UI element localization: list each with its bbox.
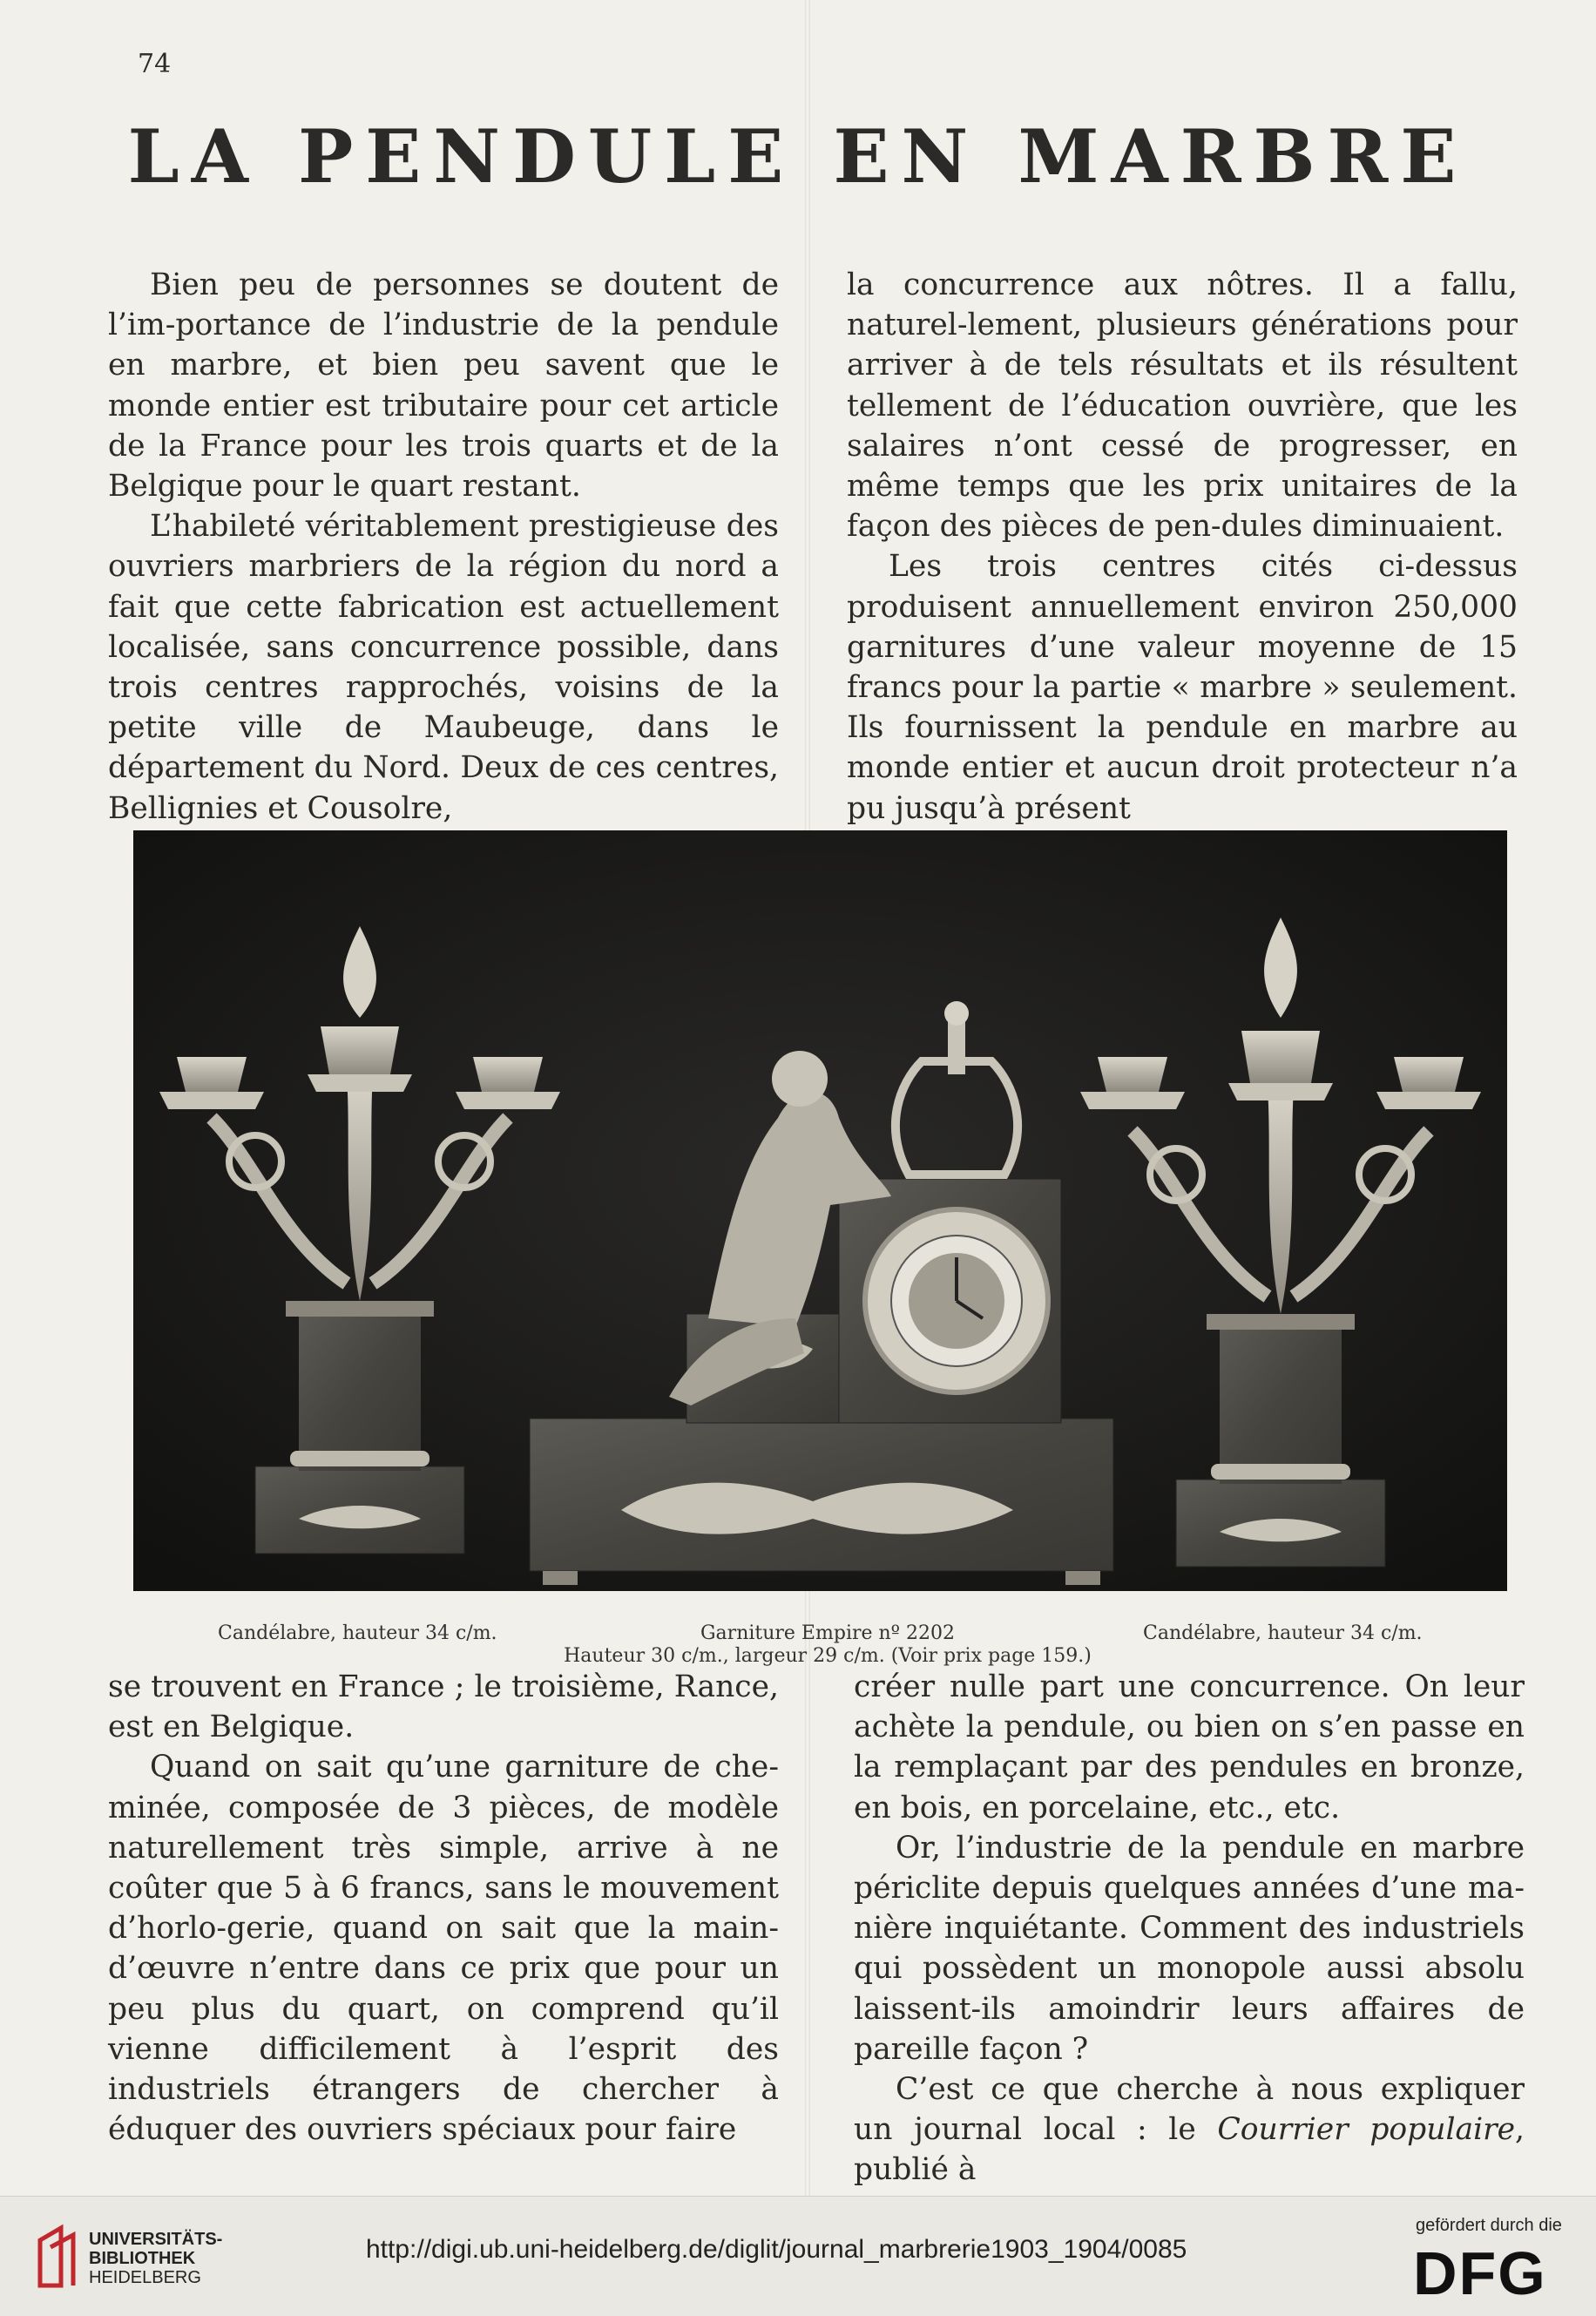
text-run: , publié à bbox=[854, 2112, 1525, 2188]
permalink-url[interactable]: http://digi.ub.uni-heidelberg.de/diglit/journal_marbrerie1903_1904/0085 bbox=[366, 2235, 1187, 2264]
caption-left-candelabra: Candélabre, hauteur 34 c/m. bbox=[218, 1622, 497, 1644]
paragraph: Or, l’industrie de la pendule en marbre périclite depuis quelques années d’une ma-nière inquiétante. Comment des industriels qui possèdent un monopole aussi absolu laissent-ils amoindrir leurs affaires de pareille façon ? bbox=[854, 1830, 1525, 2067]
library-name-line: HEIDELBERG bbox=[89, 2268, 201, 2287]
caption-right-candelabra: Candélabre, hauteur 34 c/m. bbox=[1143, 1622, 1423, 1644]
library-name-line: BIBLIOTHEK bbox=[89, 2249, 196, 2268]
paragraph: Les trois centres cités ci-dessus produisent annuellement environ 250,000 garnitures d’une valeur moyenne de 15 francs pour la partie « marbre » seulement. Ils fournissent la pendule en marbre au monde entier et aucun droit protecteur n’a pu jusqu’à présent bbox=[847, 549, 1518, 826]
funded-by-label: gefördert durch die bbox=[1416, 2216, 1562, 2235]
paragraph: Quand on sait qu’une garniture de che-minée, composée de 3 pièces, de modèle naturellement très simple, arrive à ne coûter que 5 à 6 francs, sans le mouvement d’horlo-gerie, quand on sait que la main-d’œuvre n’entre dans ce prix que pour un peu plus du quart, on comprend qu’il vienne difficilement à l’esprit des industriels étrangers de chercher à éduquer des ouvriers spéciaux pour faire bbox=[108, 1750, 779, 2148]
text-column-top-left bbox=[108, 265, 779, 829]
paragraph: Bien peu de personnes se doutent de l’im-portance de l’industrie de la pendule en marbre, et bien peu savent que le monde entier est tributaire pour cet article de la France pour les trois quarts et de la Belgique pour le quart restant. bbox=[108, 267, 779, 505]
text-column-top-right bbox=[847, 265, 1518, 829]
caption-garniture-title: Garniture Empire nº 2202 bbox=[700, 1622, 955, 1644]
paragraph: L’habileté véritablement prestigieuse des ouvriers marbriers de la région du nord a fait que cette fabrication est actuellement localisée, sans concurrence possible, dans trois centres rapprochés, voisins de la petite ville de Maubeuge, dans le département du Nord. Deux de ces centres, Bellignies et Cousolre, bbox=[108, 509, 779, 826]
newspaper-title: Courrier populaire bbox=[1217, 2112, 1516, 2148]
paragraph: la concurrence aux nôtres. Il a fallu, naturel-lement, plusieurs générations pour arriver à de tels résultats et ils résultent tellement de l’éducation ouvrière, que les salaires n’ont cessé de progresser, en même temps que les prix unitaires de la façon des pièces de pen-dules diminuaient. bbox=[847, 267, 1518, 545]
paragraph: se trouvent en France ; le troisième, Rance, est en Belgique. bbox=[108, 1669, 779, 1745]
paragraph: créer nulle part une concurrence. On leur achète la pendule, ou bien on s’en passe en la remplaçant par des pendules en bronze, en bois, en porcelaine, etc., etc. bbox=[854, 1669, 1525, 1825]
garniture-illustration bbox=[133, 830, 1507, 1591]
digitization-footer bbox=[0, 2196, 1596, 2316]
page-number: 74 bbox=[138, 49, 172, 79]
dfg-logo: DFG bbox=[1413, 2239, 1547, 2307]
clock-garniture-photo bbox=[133, 830, 1507, 1591]
library-name-line: UNIVERSITÄTS- bbox=[89, 2230, 223, 2249]
caption-garniture-dimensions: Hauteur 30 c/m., largeur 29 c/m. (Voir prix page 159.) bbox=[564, 1645, 1092, 1667]
article-title: LA PENDULE EN MARBRE bbox=[127, 113, 1469, 200]
paragraph bbox=[854, 2069, 1525, 2191]
text-run: C’est ce que cherche à nous expliquer un journal local : le bbox=[854, 2072, 1525, 2148]
library-name bbox=[89, 2230, 222, 2287]
text-column-bottom-right bbox=[854, 1667, 1525, 2191]
university-library-logo-icon bbox=[35, 2223, 84, 2291]
text-column-bottom-left bbox=[108, 1667, 779, 2150]
caption-garniture bbox=[523, 1622, 1133, 1668]
